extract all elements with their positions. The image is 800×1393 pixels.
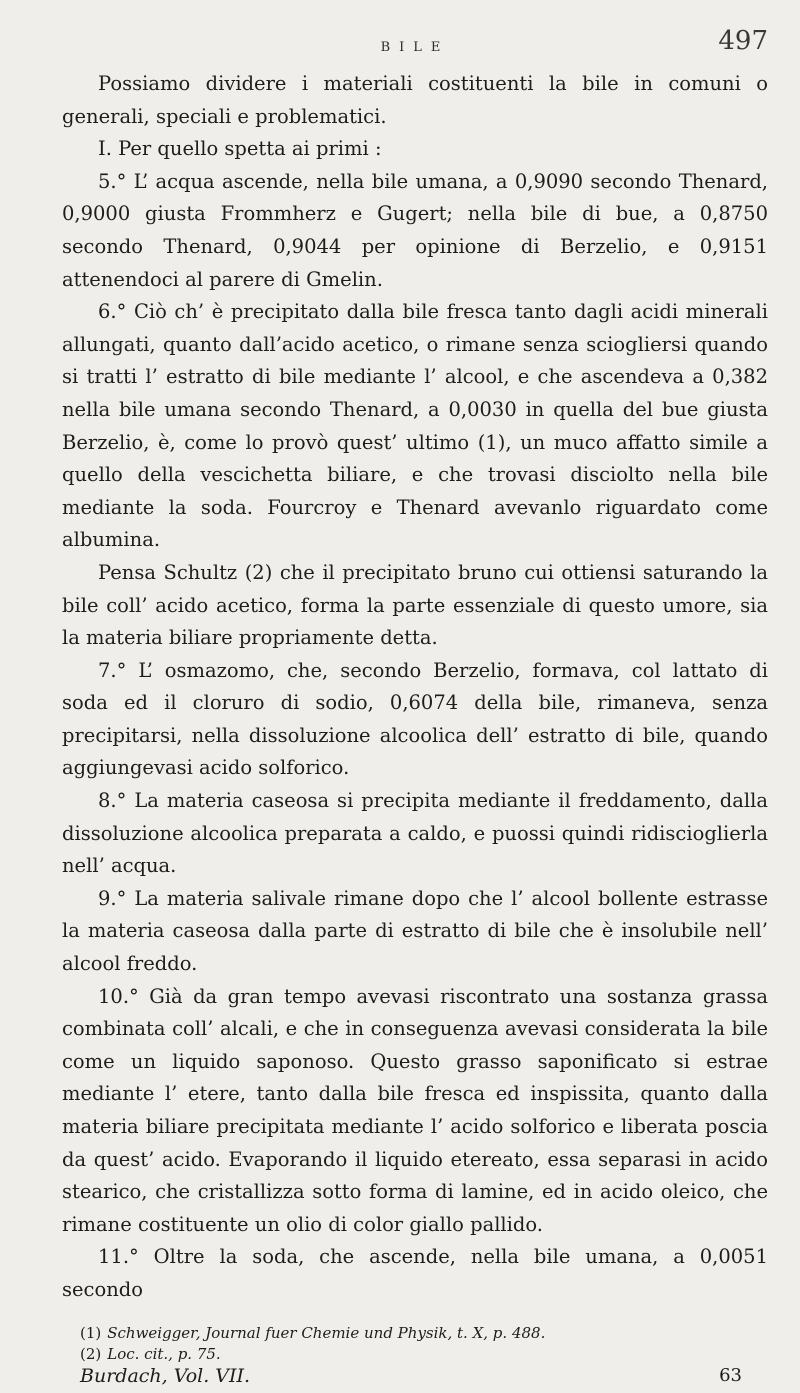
paragraph: 7.° L’ osmazomo, che, secondo Berzelio, formava, col lattato di soda ed il cloruro di sodio, 0,6074 della bile, rimaneva, senza precipitarsi, nella dissoluzione alcoolica dell’ estratto di bile, quando aggiungevasi acido solforico.	[62, 658, 768, 780]
footnote	[80, 1323, 768, 1344]
footnote-text: Schweigger, Journal fuer Chemie und Physik, t. X, p. 488.	[107, 1323, 546, 1342]
paragraph: Pensa Schultz (2) che il precipitato bruno cui ottiensi saturando la bile coll’ acido acetico, forma la parte essenziale di questo umore, sia la materia biliare propriamente detta.	[62, 560, 768, 650]
running-title: BILE	[380, 40, 450, 55]
book-page	[62, 20, 768, 1393]
sheet-number: 63	[719, 1364, 742, 1386]
paragraph: 6.° Ciò ch’ è precipitato dalla bile fresca tanto dagli acidi minerali allungati, quanto dall’acido acetico, o rimane senza sciogliersi quando si tratti l’ estratto di bile mediante l’ alcool, e che ascendeva a 0,382 nella bile umana secondo Thenard, a 0,0030 in quella del bue giusta Berzelio, è, come lo provò quest’ ultimo (1), un muco affatto simile a quello della vescichetta biliare, e che trovasi disciolto nella bile mediante la soda. Fourcroy e Thenard avevanlo riguardato come albumina.	[62, 300, 768, 552]
paragraph: 10.° Già da gran tempo avevasi riscontrato una sostanza grassa combinata coll’ alcali, e che in conseguenza avevasi considerata la bile come un liquido saponoso. Questo grasso saponificato si estrae mediante l’ etere, tanto dalla bile fresca ed inspissita, quanto dalla materia biliare precipitata mediante l’ acido solforico e liberata poscia da quest’ acido. Evaporando il liquido etereato, essa separasi in acido stearico, che cristallizza sotto forma di lamine, ed in acido oleico, che rimane costituente un olio di color giallo pallido.	[62, 984, 768, 1236]
paragraph: 5.° L’ acqua ascende, nella bile umana, a 0,9090 secondo Thenard, 0,9000 giusta Frommherz e Gugert; nella bile di bue, a 0,8750 secondo Thenard, 0,9044 per opinione di Berzelio, e 0,9151 attenendoci al parere di Gmelin.	[62, 169, 768, 291]
footnotes	[62, 1323, 768, 1365]
page-number: 497	[718, 26, 768, 56]
running-head	[62, 20, 768, 68]
printer-signature: Burdach, Vol. VII.	[80, 1364, 251, 1387]
body-text	[62, 68, 768, 1307]
paragraph: I. Per quello spetta ai primi :	[98, 137, 382, 161]
paragraph: 8.° La materia caseosa si precipita mediante il freddamento, dalla dissoluzione alcoolica preparata a caldo, e puossi quindi ridiscioglierla nell’ acqua.	[62, 789, 768, 878]
paragraph: 9.° La materia salivale rimane dopo che l’ alcool bollente estrasse la materia caseosa dalla parte di estratto di bile che è insolubile nell’ alcool freddo.	[62, 886, 768, 976]
paragraph: Possiamo dividere i materiali costituenti la bile in comuni o generali, speciali e problematici.	[62, 72, 768, 128]
paragraph: 11.° Oltre la soda, che ascende, nella bile umana, a 0,0051 secondo	[62, 1245, 768, 1301]
footnote-text: Loc. cit., p. 75.	[107, 1344, 221, 1363]
footnote-number: (1)	[80, 1323, 102, 1342]
footnote	[80, 1344, 768, 1365]
footnote-number: (2)	[80, 1344, 102, 1363]
signature-line	[62, 1365, 768, 1393]
